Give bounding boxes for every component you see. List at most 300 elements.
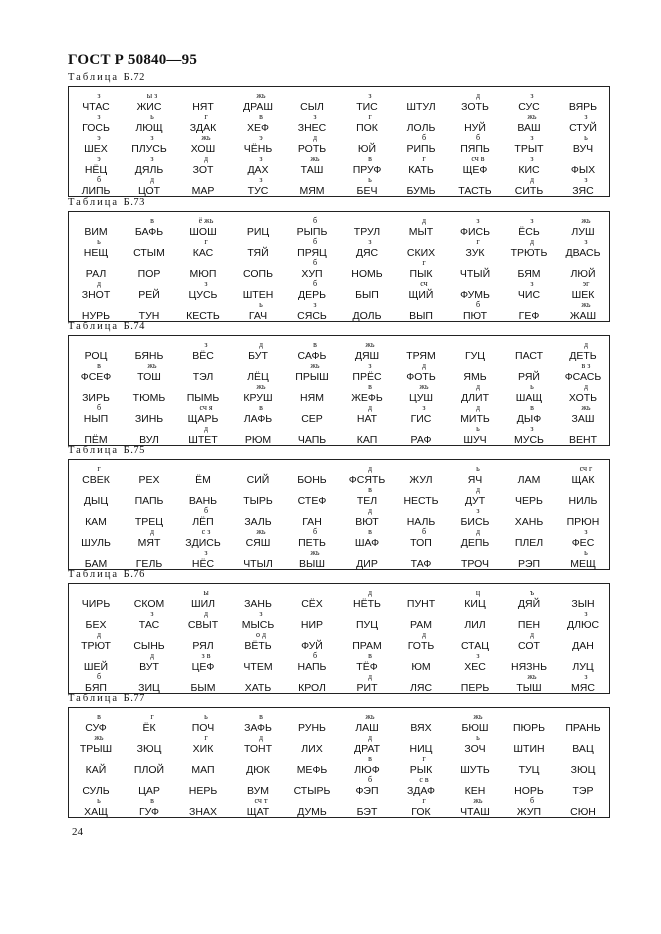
syllable-word: ДЮК [246, 764, 270, 776]
superscript-mark: д [258, 340, 264, 349]
table-cell [502, 216, 556, 239]
superscript-mark [448, 258, 502, 268]
superscript-mark: с з [201, 527, 211, 536]
syllable-word: ХУП [301, 268, 323, 280]
table-cell [394, 237, 448, 260]
superscript-mark: г [97, 464, 101, 473]
syllable-word: ЦОТ [137, 185, 161, 197]
table-cell [394, 506, 448, 529]
syllable-word: ЯЧ [467, 474, 483, 486]
superscript-mark: з [476, 651, 480, 660]
syllable-word: ГЕЛЬ [135, 558, 163, 570]
superscript-mark [69, 216, 123, 226]
table-cell [176, 754, 230, 777]
superscript-mark: д [367, 464, 373, 473]
superscript-mark: д [203, 609, 209, 618]
superscript-mark: в [150, 216, 154, 225]
syllable-word: СТЫРЬ [293, 785, 331, 797]
superscript-mark [231, 216, 285, 226]
superscript-mark [556, 754, 610, 764]
syllable-word: ПРЮН [566, 516, 600, 528]
superscript-mark: г [150, 712, 154, 721]
syllable-word: ЗИЦ [138, 682, 160, 694]
superscript-mark [448, 754, 502, 764]
syllable-word: КРОЛ [298, 682, 326, 694]
superscript-mark: д [475, 382, 481, 391]
table-cell [69, 300, 123, 323]
superscript-mark: ь [97, 237, 101, 246]
syllable-word: ЗАШ [571, 413, 595, 425]
syllable-word: КАС [192, 247, 214, 259]
table-cell [69, 733, 123, 756]
syllable-word: ДЕРЬ [297, 289, 326, 301]
syllable-word: ЁСЬ [518, 226, 540, 238]
table-cell [285, 300, 339, 323]
table-cell [502, 175, 556, 198]
table-cell [285, 175, 339, 198]
superscript-mark: жь [581, 403, 591, 412]
superscript-mark: г [422, 154, 426, 163]
superscript-mark [176, 382, 230, 392]
table-cell [176, 133, 230, 156]
superscript-mark [556, 506, 610, 516]
syllable-word: ЩИЙ [408, 289, 434, 301]
table-cell [340, 258, 394, 281]
table-cell [340, 361, 394, 384]
syllable-word: НЕРЬ [188, 785, 218, 797]
superscript-mark [394, 609, 448, 619]
table-caption [68, 569, 145, 580]
syllable-word: СИЙ [246, 474, 270, 486]
table-cell [122, 133, 176, 156]
syllable-word: ЗОЧ [464, 743, 486, 755]
table-cell [340, 712, 394, 735]
superscript-mark [231, 548, 285, 558]
syllable-word: ТЫРЬ [243, 495, 273, 507]
syllable-word: ЗОТ [192, 164, 214, 176]
table-cell [176, 112, 230, 135]
table-cell [502, 733, 556, 756]
document-header: ГОСТ Р 50840—95 [68, 52, 198, 68]
table-cell [285, 588, 339, 611]
syllable-word: СТЫМ [133, 247, 165, 259]
syllable-word: ЧТАШ [460, 806, 490, 818]
syllable-word: РИПЬ [406, 143, 436, 155]
syllable-word: ТУС [247, 185, 269, 197]
superscript-mark [448, 279, 502, 289]
table-cell [394, 175, 448, 198]
syllable-word: ЗАЛЬ [244, 516, 272, 528]
superscript-mark: д [367, 733, 373, 742]
syllable-word: ЯМЬ [463, 371, 487, 383]
syllable-word: ХАТЬ [244, 682, 272, 694]
table-cell [176, 609, 230, 632]
table-cell [502, 630, 556, 653]
superscript-mark [556, 651, 610, 661]
syllable-word: ХЕС [464, 661, 486, 673]
superscript-mark [448, 175, 502, 185]
superscript-mark [122, 279, 176, 289]
table-cell [231, 464, 285, 487]
superscript-mark: г [476, 237, 480, 246]
syllable-word: НЕЩ [83, 247, 109, 259]
table-cell [231, 403, 285, 426]
superscript-mark [122, 485, 176, 495]
table-cell [285, 506, 339, 529]
superscript-mark [231, 775, 285, 785]
table-caption [68, 693, 145, 704]
syllable-word: СКИХ [406, 247, 436, 259]
table-cell [556, 91, 610, 114]
table-cell [556, 258, 610, 281]
superscript-mark [231, 506, 285, 516]
superscript-mark [231, 464, 285, 474]
table-cell [502, 754, 556, 777]
table-cell [502, 796, 556, 819]
syllable-word: ЧТАС [82, 101, 110, 113]
table-cell [394, 382, 448, 405]
syllable-word: ЧИС [517, 289, 541, 301]
syllable-word: НОМЬ [351, 268, 383, 280]
superscript-mark: д [367, 588, 373, 597]
superscript-mark [502, 258, 556, 268]
table-cell [231, 91, 285, 114]
syllable-word: МАП [191, 764, 215, 776]
superscript-mark: б [421, 133, 427, 142]
table-cell [122, 672, 176, 695]
superscript-mark [285, 712, 339, 722]
syllable-word: НИР [300, 619, 324, 631]
superscript-mark [285, 672, 339, 682]
syllable-word: ПЯПЬ [460, 143, 490, 155]
table-cell [122, 382, 176, 405]
superscript-mark: д [529, 175, 535, 184]
syllable-word: ЛУЦ [572, 661, 594, 673]
table-cell [340, 403, 394, 426]
table-cell [176, 712, 230, 735]
table-caption [68, 445, 145, 456]
superscript-mark: з [584, 237, 588, 246]
syllable-word: ЧТЫЛ [243, 558, 273, 570]
table-cell [176, 382, 230, 405]
syllable-word: МЮП [189, 268, 217, 280]
table-cell [122, 609, 176, 632]
table-cell [231, 300, 285, 323]
syllable-word: ЁК [142, 722, 156, 734]
table-cell [448, 258, 502, 281]
syllable-word: БОНЬ [297, 474, 327, 486]
table-cell [394, 609, 448, 632]
superscript-mark [285, 733, 339, 743]
table-cell [340, 237, 394, 260]
table-cell [231, 796, 285, 819]
table-cell [556, 237, 610, 260]
syllable-word: ДУМЬ [297, 806, 327, 818]
syllable-word: ПЛЕЛ [514, 537, 544, 549]
table-cell [394, 258, 448, 281]
superscript-mark: сч [420, 279, 428, 288]
superscript-mark [394, 464, 448, 474]
syllable-word: БЫМ [190, 682, 216, 694]
superscript-mark: з [313, 112, 317, 121]
syllable-word: БЯНЬ [134, 350, 164, 362]
table-cell [502, 424, 556, 447]
syllable-word: ЖУП [516, 806, 542, 818]
table-caption [68, 72, 145, 83]
syllable-word: ДИР [356, 558, 378, 570]
syllable-word: ШАФ [354, 537, 380, 549]
superscript-mark [285, 506, 339, 516]
table-cell [448, 588, 502, 611]
syllable-word: ТОНТ [243, 743, 273, 755]
superscript-mark: д [421, 361, 427, 370]
syllable-word: СУФ [85, 722, 107, 734]
table-cell [231, 754, 285, 777]
table-cell [231, 279, 285, 302]
syllable-word: ТАС [138, 619, 160, 631]
syllable-word: КРУШ [243, 392, 273, 404]
table-cell [394, 340, 448, 363]
superscript-mark: эг [582, 279, 590, 288]
syllable-word: ФЫХ [570, 164, 596, 176]
superscript-mark: г [204, 237, 208, 246]
syllable-word: НЁС [191, 558, 215, 570]
syllable-word: ТЁФ [356, 661, 378, 673]
superscript-mark [69, 548, 123, 558]
syllable-word: ДРАШ [242, 101, 274, 113]
syllable-word: КАТЬ [408, 164, 434, 176]
syllable-word: ДЕПЬ [460, 537, 490, 549]
superscript-mark: з [476, 216, 480, 225]
syllable-word: ЛЮЩ [135, 122, 163, 134]
superscript-mark [122, 588, 176, 598]
syllable-word: ЗЮЦ [136, 743, 162, 755]
table-cell [231, 548, 285, 571]
superscript-mark: жь [256, 527, 266, 536]
table-row [69, 672, 609, 698]
syllable-word: ДЛИТ [461, 392, 489, 404]
superscript-mark [502, 361, 556, 371]
table-cell [340, 630, 394, 653]
table-cell [340, 527, 394, 550]
superscript-mark [448, 361, 502, 371]
syllable-word: ШАЩ [515, 392, 543, 404]
table-cell [69, 91, 123, 114]
table-cell [69, 548, 123, 571]
table-cell [502, 91, 556, 114]
superscript-mark [122, 775, 176, 785]
superscript-mark [176, 300, 230, 310]
syllable-word: ТРЕЦ [134, 516, 164, 528]
table-cell [69, 403, 123, 426]
syllable-word: ПРАНЬ [565, 722, 601, 734]
syllable-word: НЯТ [192, 101, 214, 113]
table-cell [69, 775, 123, 798]
syllable-word: ДОЛЬ [352, 310, 382, 322]
table-row [69, 548, 609, 574]
superscript-mark: жь [473, 796, 483, 805]
superscript-mark [502, 464, 556, 474]
superscript-mark [231, 237, 285, 247]
syllable-word: ГИС [410, 413, 432, 425]
syllable-word: РУНЬ [298, 722, 326, 734]
superscript-mark [394, 485, 448, 495]
superscript-mark: б [312, 216, 318, 225]
superscript-mark: в [313, 340, 317, 349]
table-cell [340, 133, 394, 156]
superscript-mark [122, 382, 176, 392]
superscript-mark [176, 485, 230, 495]
syllable-word: НАТ [356, 413, 378, 425]
syllable-word: ЖИС [136, 101, 162, 113]
table-cell [448, 340, 502, 363]
table-row [69, 424, 609, 450]
superscript-mark [340, 630, 394, 640]
syllable-word: ПАПЬ [134, 495, 164, 507]
table-cell [285, 216, 339, 239]
superscript-mark [285, 609, 339, 619]
superscript-mark: д [367, 506, 373, 515]
table-cell [122, 796, 176, 819]
superscript-mark: жь [581, 216, 591, 225]
superscript-mark: жь [581, 300, 591, 309]
table-cell [122, 733, 176, 756]
syllable-word: НЯЗНЬ [511, 661, 547, 673]
superscript-mark: в [150, 796, 154, 805]
superscript-mark: д [203, 424, 209, 433]
table-cell [176, 651, 230, 674]
syllable-word: ЛАМ [517, 474, 541, 486]
superscript-mark: з [204, 279, 208, 288]
superscript-mark: г [204, 733, 208, 742]
superscript-mark: д [149, 651, 155, 660]
table-cell [176, 775, 230, 798]
syllable-word: ВИМ [84, 226, 108, 238]
table-cell [122, 464, 176, 487]
syllable-word: СОТ [518, 640, 540, 652]
table-cell [394, 464, 448, 487]
superscript-mark: д [149, 175, 155, 184]
syllable-word: КЕСТЬ [186, 310, 220, 322]
superscript-mark: г [204, 112, 208, 121]
table-cell [69, 796, 123, 819]
syllable-word: НАПЬ [297, 661, 327, 673]
table-cell [556, 485, 610, 508]
superscript-mark: г [422, 796, 426, 805]
superscript-mark [556, 630, 610, 640]
table-cell [448, 154, 502, 177]
syllable-word: БЯП [85, 682, 107, 694]
table-cell [394, 588, 448, 611]
table-cell [448, 424, 502, 447]
table-cell [448, 796, 502, 819]
table-cell [231, 216, 285, 239]
superscript-mark [502, 775, 556, 785]
table-cell [176, 361, 230, 384]
superscript-mark [340, 548, 394, 558]
table-cell [556, 630, 610, 653]
table-cell [231, 361, 285, 384]
superscript-mark: б [475, 300, 481, 309]
table-cell [285, 651, 339, 674]
table-caption-number: Б.74 [123, 321, 145, 332]
syllable-word: РЫПЬ [296, 226, 328, 238]
table-cell [122, 630, 176, 653]
syllable-word: ДЯЛЬ [134, 164, 164, 176]
table-caption-number: Б.72 [123, 72, 145, 83]
table-cell [231, 382, 285, 405]
superscript-mark: д [583, 382, 589, 391]
syllable-word: СУС [518, 101, 540, 113]
superscript-mark [285, 175, 339, 185]
superscript-mark: д [529, 630, 535, 639]
table-cell [556, 112, 610, 135]
table-cell [69, 527, 123, 550]
syllable-word: ЗАФЬ [244, 722, 272, 734]
table-cell [69, 464, 123, 487]
table-cell [231, 133, 285, 156]
table-cell [556, 279, 610, 302]
superscript-mark: в [259, 712, 263, 721]
superscript-mark [556, 91, 610, 101]
superscript-mark: в [368, 485, 372, 494]
superscript-mark [231, 672, 285, 682]
table-cell [231, 340, 285, 363]
table-cell [231, 506, 285, 529]
table-cell [122, 527, 176, 550]
table-cell [448, 651, 502, 674]
syllable-word: ДЛЮС [566, 619, 600, 631]
table-cell [502, 279, 556, 302]
superscript-mark [502, 754, 556, 764]
superscript-mark [394, 672, 448, 682]
superscript-mark: ь [476, 464, 480, 473]
syllable-word: ЗЯС [572, 185, 594, 197]
table-cell [448, 630, 502, 653]
table-cell [69, 279, 123, 302]
syllable-word: ЦАР [138, 785, 160, 797]
table-cell [448, 237, 502, 260]
superscript-mark [556, 424, 610, 434]
table-cell [340, 754, 394, 777]
syllable-word: ЛАФЬ [243, 413, 273, 425]
table-cell [448, 527, 502, 550]
table-cell [122, 175, 176, 198]
syllable-word: САФЬ [297, 350, 327, 362]
superscript-mark [69, 588, 123, 598]
syllable-word: ТРУЛ [353, 226, 381, 238]
syllable-word: ХОТЬ [568, 392, 598, 404]
superscript-mark [502, 506, 556, 516]
superscript-mark [231, 279, 285, 289]
syllable-word: ГОК [411, 806, 431, 818]
superscript-mark: д [367, 672, 373, 681]
table-cell [122, 424, 176, 447]
table-cell [448, 712, 502, 735]
superscript-mark [556, 154, 610, 164]
superscript-mark [340, 300, 394, 310]
superscript-mark [69, 651, 123, 661]
superscript-mark [176, 775, 230, 785]
table-caption-number: Б.77 [123, 693, 145, 704]
table-cell [502, 464, 556, 487]
superscript-mark: жь [527, 112, 537, 121]
table-cell [69, 485, 123, 508]
syllable-word: ДЯЙ [517, 598, 541, 610]
superscript-mark: жь [365, 340, 375, 349]
table-cell [394, 91, 448, 114]
table-caption [68, 197, 145, 208]
